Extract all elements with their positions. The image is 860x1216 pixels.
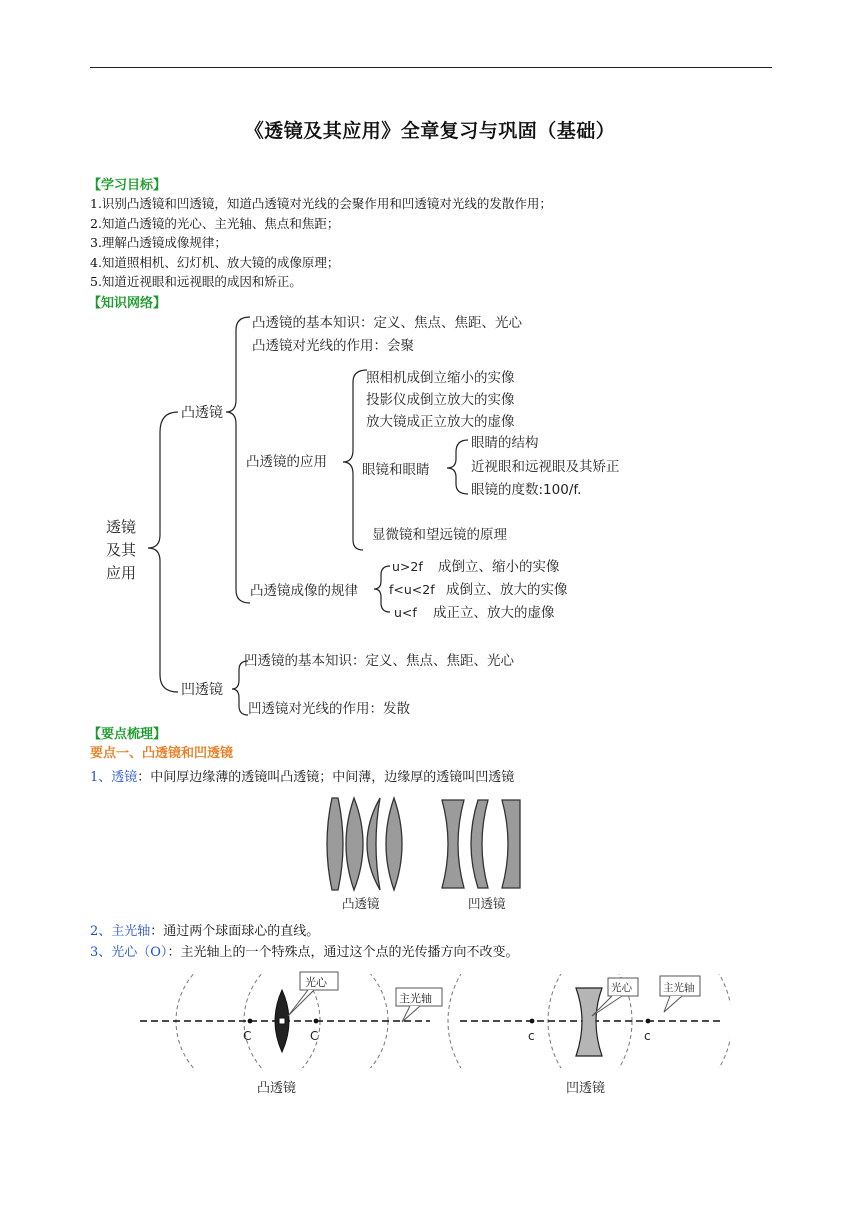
definition-optical-center xyxy=(90,941,518,960)
goal-item: 3.理解凸透镜成像规律； xyxy=(90,235,227,250)
goal-item: 1.识别凸透镜和凹透镜，知道凸透镜对光线的会聚作用和凹透镜对光线的发散作用； xyxy=(90,196,552,211)
convex-effect-node: 凸透镜对光线的作用：会聚 xyxy=(252,338,414,354)
convex-lens-label: 凸透镜 xyxy=(342,896,380,911)
application-brace xyxy=(343,370,367,550)
imaging-rule-brace xyxy=(374,566,390,612)
goal-item: 2.知道凸透镜的光心、主光轴、焦点和焦距； xyxy=(90,216,340,231)
concave-sphere-left xyxy=(448,960,632,1072)
definition-main-axis xyxy=(90,920,319,939)
concave-effect-node: 凹透镜对光线的作用：发散 xyxy=(248,701,410,717)
eye-structure-node: 眼睛的结构 xyxy=(471,435,539,451)
concave-lens-shape xyxy=(576,988,602,1056)
rule-image: 成正立、放大的虚像 xyxy=(433,605,555,621)
learning-goals-heading: 【学习目标】 xyxy=(88,178,167,193)
concave-basic-node: 凹透镜的基本知识：定义、焦点、焦距、光心 xyxy=(244,653,514,669)
page-title: 《透镜及其应用》全章复习与巩固（基础） xyxy=(244,120,616,142)
rule-condition: u<f xyxy=(394,605,417,620)
convex-lens-biconvex xyxy=(327,798,343,890)
degree-node: 眼镜的度数:100/f. xyxy=(471,482,582,498)
convex-lens-biconvex-2 xyxy=(386,798,402,890)
definition-text: ：主光轴上的一个特殊点，通过这个点的光传播方向不改变。 xyxy=(167,945,519,960)
convex-figure-caption: 凸透镜 xyxy=(257,1081,297,1096)
concave-lens-meniscus xyxy=(471,800,488,888)
goal-item: 5.知道近视眼和远视眼的成因和矫正。 xyxy=(90,274,302,289)
concave-figure-caption: 凹透镜 xyxy=(566,1081,606,1096)
term-main-axis: 2、主光轴 xyxy=(90,924,151,939)
convex-basic-node: 凸透镜的基本知识：定义、焦点、焦距、光心 xyxy=(252,315,522,331)
center-point-c xyxy=(530,1019,535,1024)
convex-node: 凸透镜 xyxy=(181,405,223,421)
concave-lens-label: 凹透镜 xyxy=(468,896,506,911)
convex-lens-planoconvex xyxy=(346,798,363,890)
goal-item: 4.知道照相机、幻灯机、放大镜的成像原理； xyxy=(90,255,340,270)
rule-image: 成倒立、缩小的实像 xyxy=(438,559,560,575)
rule-condition: f<u<2f xyxy=(389,582,435,597)
center-point-c xyxy=(248,1019,253,1024)
root-label: 及其 xyxy=(106,541,137,559)
definition-text: ：通过两个球面球心的直线。 xyxy=(150,924,320,939)
center-point-c xyxy=(314,1019,319,1024)
center-label: C xyxy=(243,1029,252,1043)
optical-center-callout: 光心 xyxy=(611,982,632,994)
optical-center-marker xyxy=(279,1018,285,1024)
center-point-c xyxy=(646,1019,651,1024)
definition-lens xyxy=(90,766,514,785)
concave-sphere-right xyxy=(548,960,730,1072)
key-points-heading: 【要点梳理】 xyxy=(88,727,167,742)
term-optical-center: 3、光心（O） xyxy=(90,945,168,960)
key-point-1: 要点一、凸透镜和凹透镜 xyxy=(90,746,234,761)
concave-lens-planoconcave xyxy=(502,800,520,888)
convex-application-node: 凸透镜的应用 xyxy=(246,454,327,470)
center-label: C xyxy=(310,1029,319,1043)
center-label: c xyxy=(644,1029,651,1043)
term-lens: 1、透镜 xyxy=(90,770,138,785)
center-label: c xyxy=(528,1029,535,1043)
eye-glasses-node: 眼镜和眼睛 xyxy=(362,462,430,478)
knowledge-network-heading: 【知识网络】 xyxy=(88,296,167,311)
lens-shapes-figure xyxy=(318,790,538,914)
rule-image: 成倒立、放大的实像 xyxy=(446,582,568,598)
rule-condition: u>2f xyxy=(392,559,423,574)
convex-lens-meniscus xyxy=(367,798,380,890)
main-axis-callout: 主光轴 xyxy=(399,992,432,1005)
root-brace xyxy=(148,412,178,692)
root-label: 应用 xyxy=(106,564,137,582)
optical-center-callout: 光心 xyxy=(305,976,327,989)
root-label: 透镜 xyxy=(106,518,137,536)
myopia-node: 近视眼和远视眼及其矫正 xyxy=(471,459,620,475)
camera-node: 照相机成倒立缩小的实像 xyxy=(366,370,515,386)
concave-lens-biconcave xyxy=(442,800,464,888)
eye-brace xyxy=(447,440,468,494)
projector-node: 投影仪成倒立放大的实像 xyxy=(366,392,515,408)
imaging-rule-node: 凸透镜成像的规律 xyxy=(250,583,358,599)
definition-text: ：中间厚边缘薄的透镜叫凸透镜；中间薄，边缘厚的透镜叫凹透镜 xyxy=(137,770,515,785)
main-axis-callout: 主光轴 xyxy=(663,982,695,994)
convex-sphere-left xyxy=(176,960,320,1072)
microscope-node: 显微镜和望远镜的原理 xyxy=(372,527,507,543)
optical-axis-figure xyxy=(130,960,730,1072)
magnifier-node: 放大镜成正立放大的虚像 xyxy=(366,414,515,430)
concave-node: 凹透镜 xyxy=(181,682,223,698)
concave-brace xyxy=(232,661,248,715)
